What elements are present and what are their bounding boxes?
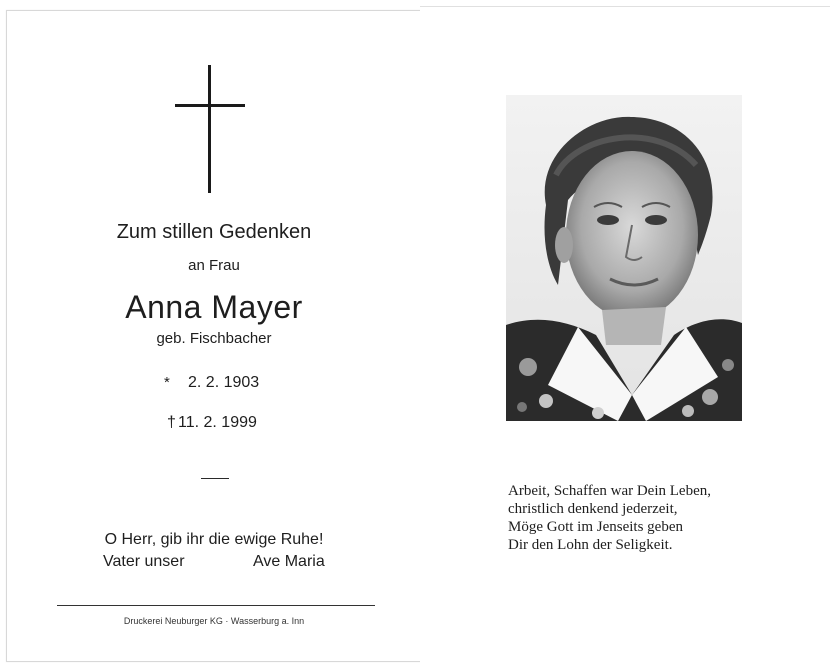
memorial-heading: Zum stillen Gedenken [116, 221, 312, 243]
portrait-photo-graphic [506, 95, 742, 421]
portrait-photo [506, 95, 742, 421]
prayer-vater-unser: Vater unser [103, 553, 185, 570]
prayer-line: O Herr, gib ihr die ewige Ruhe! [104, 531, 324, 548]
poem-line-2: christlich denkend jederzeit, [508, 501, 678, 517]
footer-divider [57, 605, 375, 606]
prayer-ave-maria: Ave Maria [253, 553, 325, 570]
birth-date: 2. 2. 1903 [188, 374, 260, 391]
left-card [6, 10, 422, 662]
poem-line-3: Möge Gott im Jenseits geben [508, 519, 683, 535]
right-card [420, 6, 830, 665]
death-date: 11. 2. 1999 [178, 414, 257, 431]
deceased-name: Anna Mayer [125, 289, 303, 325]
memorial-subheading: an Frau [188, 257, 240, 274]
cross-horizontal-bar [175, 104, 245, 107]
death-symbol: † [167, 414, 176, 431]
maiden-name: geb. Fischbacher [156, 330, 272, 347]
poem-line-1: Arbeit, Schaffen war Dein Leben, [508, 483, 711, 499]
birth-symbol: * [164, 374, 170, 391]
printer-imprint: Druckerei Neuburger KG · Wasserburg a. Inn [123, 616, 305, 626]
short-divider [201, 478, 229, 479]
poem-line-4: Dir den Lohn der Seligkeit. [508, 537, 673, 553]
cross-vertical-bar [208, 65, 211, 193]
